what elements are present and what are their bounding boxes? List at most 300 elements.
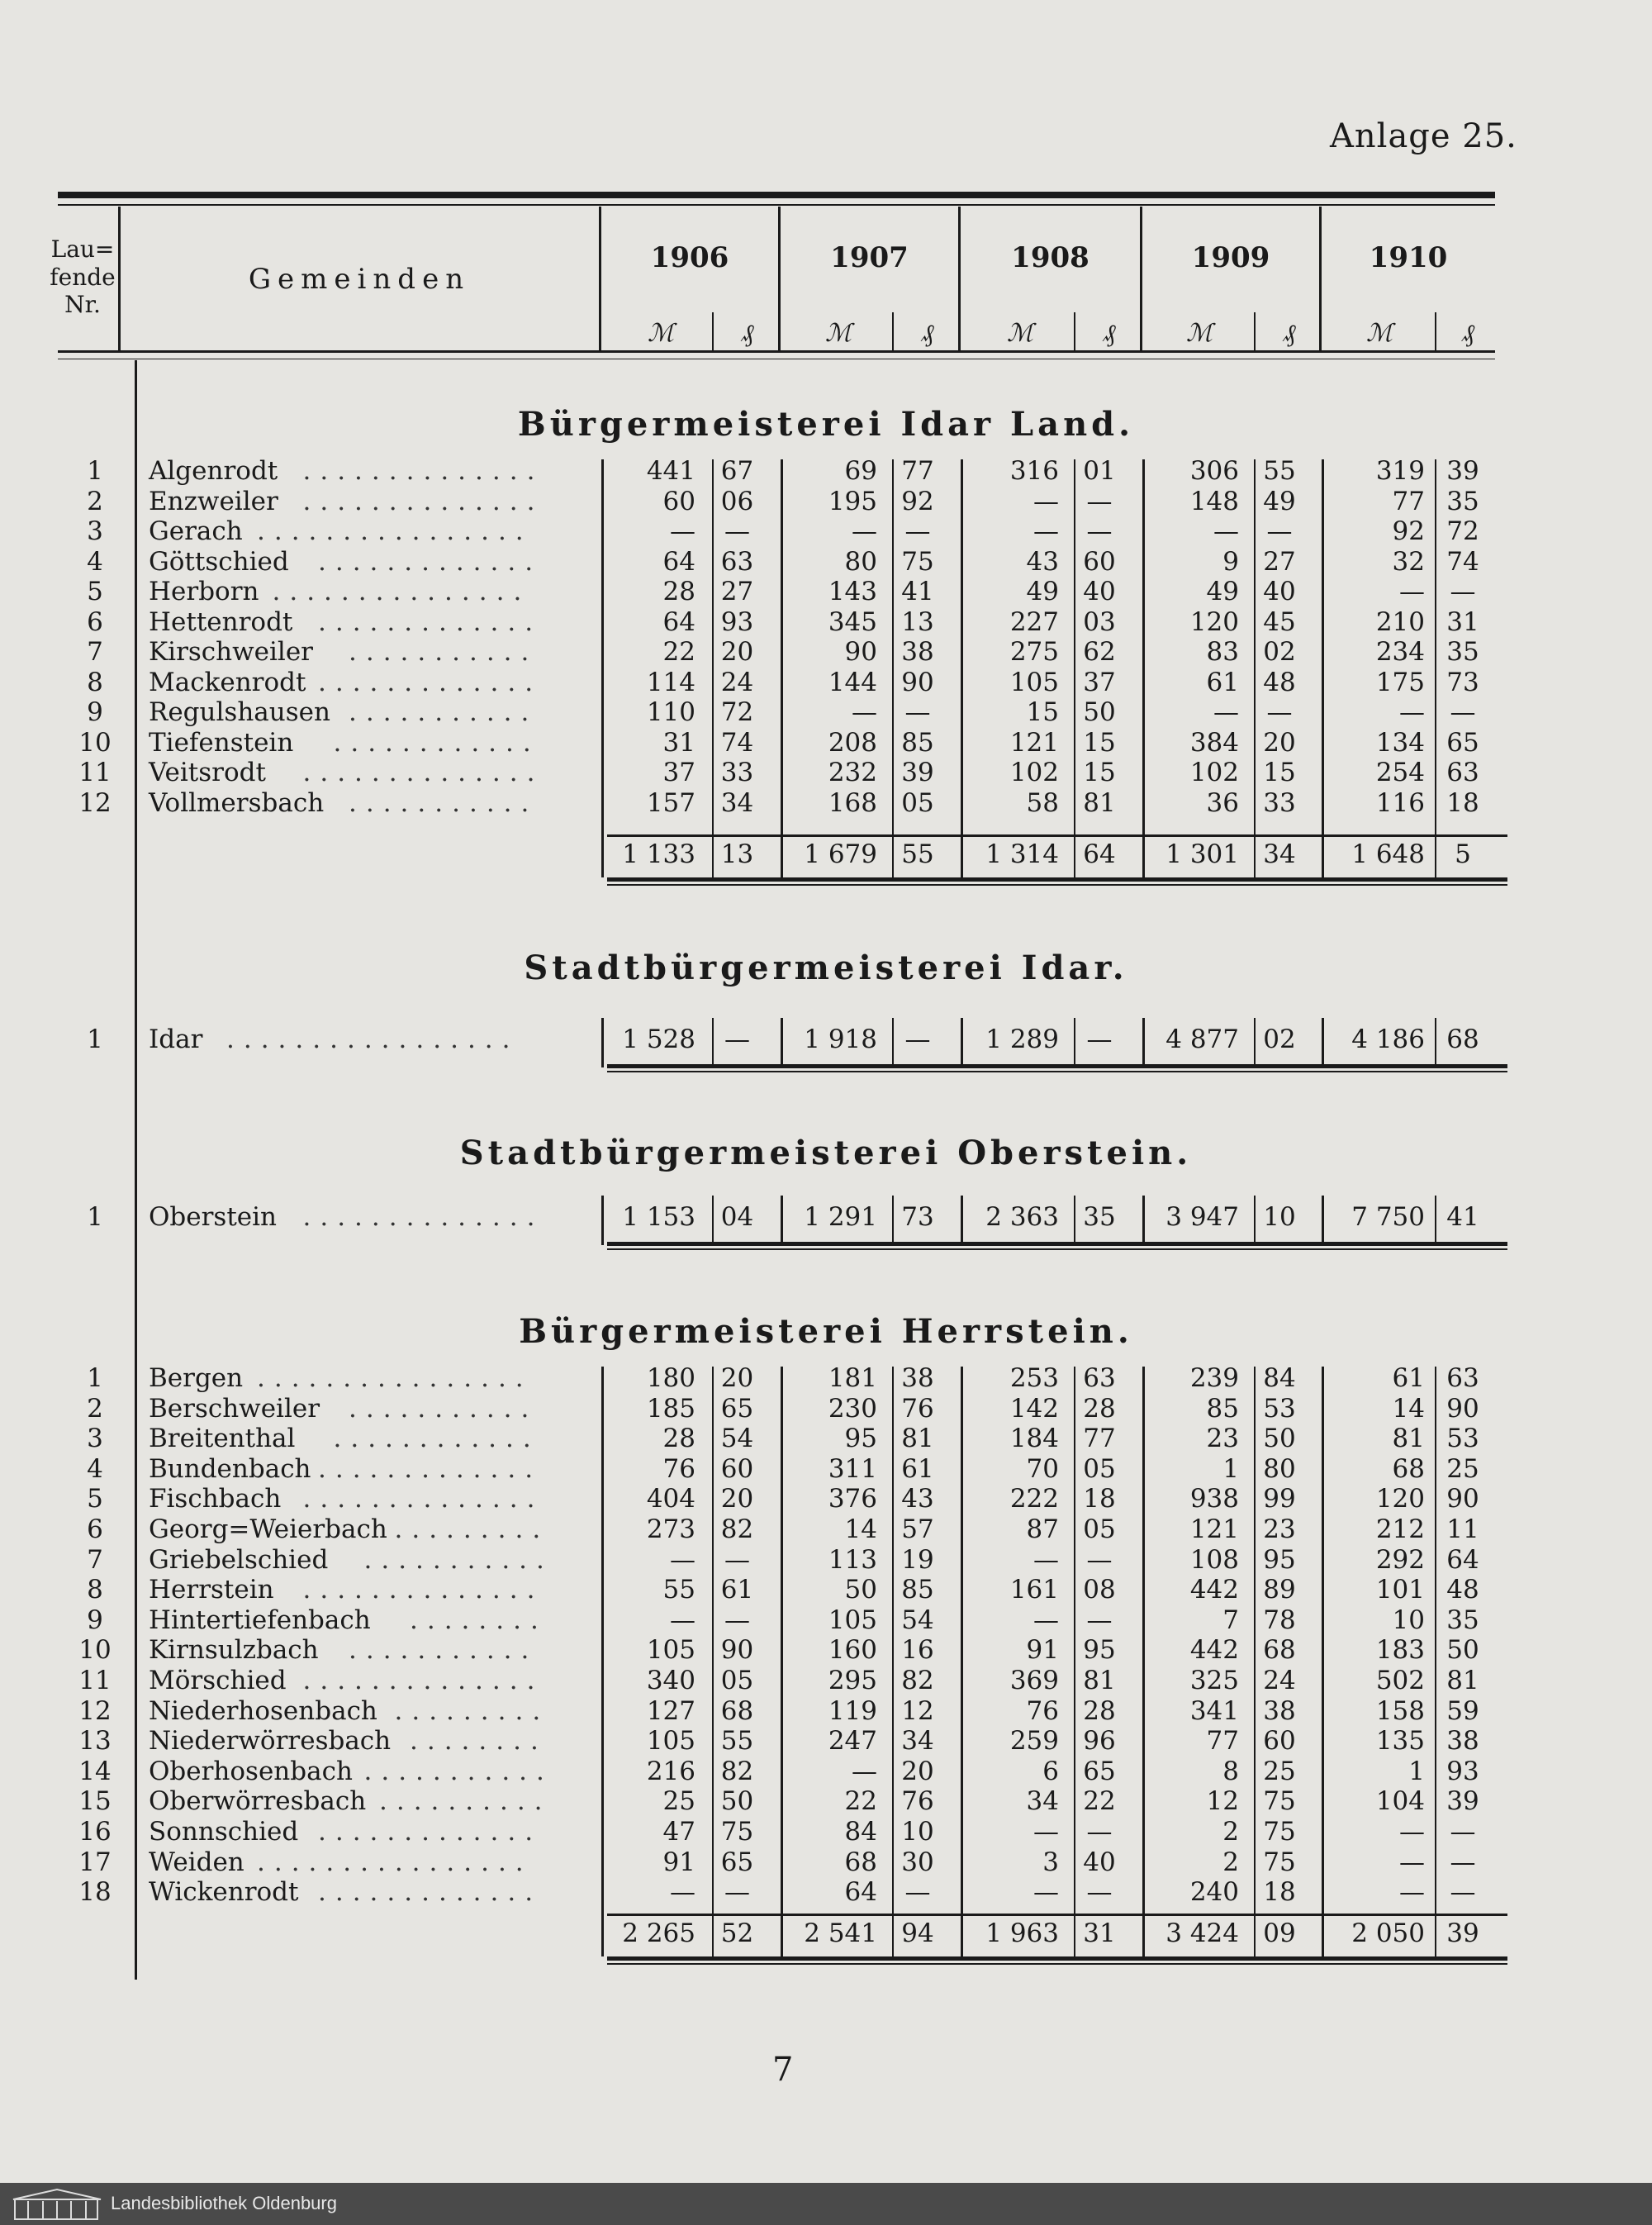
column-divider [1435,1367,1436,1956]
municipality-name: Sonnschied [149,1817,299,1847]
mark-value: 49 [1026,577,1059,606]
dot-leader: ........... [349,1394,539,1424]
pfennig-value: 89 [1263,1575,1296,1605]
pfennig-value: 35 [1083,1202,1116,1232]
mark-value: — [1399,1817,1425,1847]
pfennig-value: — [904,516,931,546]
municipality-name: Hintertiefenbach [149,1605,371,1635]
pfennig-value: — [904,697,931,727]
pfennig-value: 11 [1446,1514,1479,1544]
total-pfennig: 31 [1083,1918,1116,1948]
pfennig-value: — [724,516,750,546]
mark-value: 92 [1392,516,1425,546]
dot-leader: ......... [394,1514,550,1544]
mark-value: 442 [1189,1575,1239,1605]
pfennig-value: 41 [901,577,934,606]
municipality-name: Gerach [149,516,243,546]
mark-value: 404 [646,1484,695,1514]
mark-value: 340 [646,1666,695,1695]
dot-leader: .............. [302,1666,544,1695]
mark-value: — [1033,1545,1059,1575]
mark-value: 160 [828,1635,877,1665]
year-header: 1910 [1369,241,1448,274]
mark-value: 180 [646,1363,695,1393]
pfennig-value: 33 [1263,788,1296,818]
municipality-name: Algenrodt [149,456,278,486]
pfennig-value: 73 [1446,668,1479,697]
pfennig-value: 37 [1083,668,1116,697]
unit-pfennig: ₰ [921,319,934,348]
table-row [0,547,1652,577]
mark-value: — [1399,1877,1425,1907]
table-row [0,637,1652,667]
mark-value: 185 [646,1394,695,1424]
mark-value: 47 [662,1817,695,1847]
single-row [0,1016,1652,1063]
mark-value: 7 750 [1351,1202,1425,1232]
mark-value: 442 [1189,1635,1239,1665]
pfennig-value: 72 [720,697,754,727]
table-row [0,758,1652,787]
pfennig-value: — [1086,516,1113,546]
table-row [0,1757,1652,1786]
cell-border [781,1018,783,1067]
cell-border [1322,1018,1324,1067]
total-pfennig: 94 [901,1918,934,1948]
pfennig-value: 38 [1263,1696,1296,1726]
cell-border [1142,1196,1145,1245]
mark-value: 325 [1189,1666,1239,1695]
pfennig-value: 10 [901,1817,934,1847]
pfennig-value: 77 [901,456,934,486]
pfennig-value: 81 [1446,1666,1479,1695]
total-mark: 1 648 [1351,839,1425,869]
mark-value: 208 [828,728,877,758]
dot-leader: ............. [318,547,543,577]
pfennig-value: 01 [1083,456,1116,486]
page-number: 7 [772,2051,794,2089]
table-row [0,1635,1652,1665]
mark-value: 83 [1206,637,1239,667]
pfennig-value: 68 [1263,1635,1296,1665]
pfennig-value: 35 [1446,1605,1479,1635]
pfennig-value: 38 [1446,1726,1479,1756]
unit-mark: ℳ [1185,319,1213,348]
mark-value: 23 [1206,1424,1239,1453]
dot-leader: .............. [302,1202,544,1232]
mark-value: 345 [828,607,877,637]
library-building-logo [12,2188,102,2221]
mark-value: 104 [1375,1786,1425,1816]
cell-border [1074,1018,1075,1067]
mark-value: — [1033,487,1059,516]
mark-value: 234 [1375,637,1425,667]
pfennig-value: 05 [720,1666,754,1695]
pfennig-value: 64 [1446,1545,1479,1575]
appendix-label: Anlage 25. [1330,117,1517,155]
cell-border [1254,1196,1256,1245]
pfennig-value: 82 [720,1757,754,1786]
mark-value: 384 [1189,728,1239,758]
mark-value: 37 [662,758,695,787]
mark-value: 87 [1026,1514,1059,1544]
row-number: 1 [87,1202,103,1232]
pfennig-value: 41 [1446,1202,1479,1232]
dot-leader: ......... [394,1696,550,1726]
dot-leader: ........ [410,1726,548,1756]
pfennig-value: 75 [1263,1847,1296,1877]
pfennig-value: 28 [1083,1696,1116,1726]
dot-leader: ........... [349,637,539,667]
municipality-name: Idar [149,1025,203,1054]
cell-border [1435,1196,1436,1245]
pfennig-value: 63 [720,547,754,577]
mark-value: 1 153 [622,1202,695,1232]
pfennig-value: 75 [901,547,934,577]
pfennig-value: 68 [1446,1025,1479,1054]
column-divider [1435,459,1436,877]
row-underline-thin [607,1071,1507,1072]
mark-value: 157 [646,788,695,818]
row-number: 2 [87,487,103,516]
pfennig-value: 68 [720,1696,754,1726]
mark-value: 144 [828,668,877,697]
dot-leader: ........... [349,1635,539,1665]
mark-value: 70 [1026,1454,1059,1484]
dot-leader: ........ [410,1605,548,1635]
pfennig-value: — [1450,697,1476,727]
municipality-name: Hettenrodt [149,607,293,637]
column-divider [1254,1367,1256,1956]
mark-value: 502 [1375,1666,1425,1695]
pfennig-value: 38 [901,1363,934,1393]
pfennig-value: 25 [1446,1454,1479,1484]
pfennig-value: — [1086,1817,1113,1847]
pfennig-value: 95 [1263,1545,1296,1575]
pfennig-value: 74 [1446,547,1479,577]
mark-value: 61 [1392,1363,1425,1393]
mark-value: 295 [828,1666,877,1695]
total-underline-thin [607,1963,1507,1965]
mark-value: 161 [1009,1575,1059,1605]
pfennig-value: 54 [720,1424,754,1453]
mark-value: 108 [1189,1545,1239,1575]
mark-value: 68 [1392,1454,1425,1484]
municipality-name: Mörschied [149,1666,287,1695]
mark-value: — [1213,697,1239,727]
table-row [0,1847,1652,1877]
pfennig-value: 75 [1263,1817,1296,1847]
dot-leader: ............. [318,668,543,697]
row-number: 3 [87,516,103,546]
total-mark: 3 424 [1165,1918,1239,1948]
total-mark: 1 963 [985,1918,1059,1948]
pfennig-value: 39 [1446,456,1479,486]
municipality-name: Göttschied [149,547,289,577]
pfennig-value: — [1450,1847,1476,1877]
table-row [0,1394,1652,1424]
dot-leader: ............ [333,1424,540,1453]
pfennig-value: 78 [1263,1605,1296,1635]
pfennig-value: 60 [1083,547,1116,577]
total-mark: 2 265 [622,1918,695,1948]
pfennig-value: — [1450,577,1476,606]
cell-border [1074,1196,1075,1245]
pfennig-value: 65 [720,1847,754,1877]
pfennig-value: 85 [901,1575,934,1605]
total-mark: 1 679 [804,839,877,869]
pfennig-value: 73 [901,1202,934,1232]
mark-value: 1 [1222,1454,1239,1484]
pfennig-value: 34 [901,1726,934,1756]
mark-value: 102 [1009,758,1059,787]
mark-value: 28 [662,1424,695,1453]
pfennig-value: 12 [901,1696,934,1726]
row-number: 1 [87,1025,103,1054]
header-bottom-rule [58,350,1495,353]
cell-border [712,1018,714,1067]
pfennig-value: 40 [1083,1847,1116,1877]
row-underline-thick [607,1064,1507,1068]
mark-value: 12 [1206,1786,1239,1816]
pfennig-value: — [904,1025,931,1054]
table-row [0,487,1652,516]
mark-value: 105 [1009,668,1059,697]
municipality-name: Oberhosenbach [149,1757,353,1786]
pfennig-value: 95 [1083,1635,1116,1665]
table-row [0,516,1652,546]
cell-border [892,1196,894,1245]
row-number: 12 [78,1696,112,1726]
pfennig-value: 60 [720,1454,754,1484]
header-divider [599,207,601,350]
pfennig-value: 84 [1263,1363,1296,1393]
column-divider [601,459,604,877]
mark-value: 148 [1189,487,1239,516]
mark-value: 239 [1189,1363,1239,1393]
row-number: 9 [87,697,103,727]
row-number: 5 [87,577,103,606]
pfennig-value: 54 [901,1605,934,1635]
table-row [0,788,1652,818]
pfennig-value: 93 [1446,1757,1479,1786]
header-divider [958,207,961,350]
section-title: Bürgermeisterei Herrstein. [519,1312,1133,1351]
row-number: 3 [87,1424,103,1453]
pfennig-value: 34 [720,788,754,818]
pfennig-value: 31 [1446,607,1479,637]
total-pfennig: 13 [720,839,754,869]
row-number: 12 [78,788,112,818]
section-title: Bürgermeisterei Idar Land. [517,405,1135,444]
pfennig-value: 65 [1446,728,1479,758]
dot-leader: ............. [318,607,543,637]
mark-value: 68 [844,1847,877,1877]
pfennig-value: 76 [901,1394,934,1424]
mark-value: — [670,1605,695,1635]
mark-value: 4 877 [1165,1025,1239,1054]
mark-value: 134 [1375,728,1425,758]
pfennig-value: 20 [720,637,754,667]
mark-value: 135 [1375,1726,1425,1756]
mark-value: — [1033,1817,1059,1847]
unit-divider [712,312,714,350]
column-divider [892,459,894,877]
dot-leader: ................ [257,1847,533,1877]
row-number: 11 [78,758,112,787]
pfennig-value: 90 [1446,1394,1479,1424]
pfennig-value: 45 [1263,607,1296,637]
header-divider [1319,207,1322,350]
row-number: 15 [78,1786,112,1816]
year-header: 1906 [650,241,729,274]
municipality-name: Kirnsulzbach [149,1635,319,1665]
pfennig-value: 80 [1263,1454,1296,1484]
mark-value: 64 [662,547,695,577]
pfennig-value: 22 [1083,1786,1116,1816]
unit-pfennig: ₰ [1283,319,1296,348]
dot-leader: ............ [333,728,540,758]
pfennig-value: 05 [1083,1514,1116,1544]
mark-value: 158 [1375,1696,1425,1726]
mark-value: 441 [646,456,695,486]
dot-leader: ................ [257,516,533,546]
mark-value: — [852,1757,877,1786]
dot-leader: ................. [226,1025,520,1054]
row-number: 5 [87,1484,103,1514]
dot-leader: .............. [302,456,544,486]
pfennig-value: 85 [901,728,934,758]
mark-value: 3 947 [1165,1202,1239,1232]
total-row [0,836,1652,872]
mark-value: 110 [646,697,695,727]
header-line: Nr. [64,291,101,319]
row-number: 17 [78,1847,112,1877]
pfennig-value: 19 [901,1545,934,1575]
pfennig-value: 50 [1446,1635,1479,1665]
mark-value: — [1033,516,1059,546]
municipality-name: Bergen [149,1363,244,1393]
row-number: 10 [78,1635,112,1665]
pfennig-value: 27 [1263,547,1296,577]
total-mark: 1 133 [622,839,695,869]
mark-value: 175 [1375,668,1425,697]
municipality-name: Weiden [149,1847,244,1877]
pfennig-value: — [1266,697,1293,727]
pfennig-value: 35 [1446,637,1479,667]
pfennig-value: 60 [1263,1726,1296,1756]
pfennig-value: — [1450,1817,1476,1847]
total-mark: 1 301 [1165,839,1239,869]
mark-value: 90 [844,637,877,667]
pfennig-value: 75 [1263,1786,1296,1816]
mark-value: — [1033,1605,1059,1635]
mark-value: 64 [662,607,695,637]
municipality-name: Veitsrodt [149,758,266,787]
mark-value: 1 291 [804,1202,877,1232]
mark-value: 121 [1189,1514,1239,1544]
pfennig-value: 77 [1083,1424,1116,1453]
pfennig-value: — [724,1545,750,1575]
mark-value: 3 [1042,1847,1059,1877]
cell-border [601,1196,604,1245]
mark-value: 31 [662,728,695,758]
dot-leader: ............. [318,1817,543,1847]
pfennig-value: 43 [901,1484,934,1514]
table-row [0,728,1652,758]
mark-value: 142 [1009,1394,1059,1424]
mark-value: 240 [1189,1877,1239,1907]
mark-value: — [670,1545,695,1575]
pfennig-value: 35 [1446,487,1479,516]
municipality-name: Niederhosenbach [149,1696,377,1726]
mark-value: 50 [844,1575,877,1605]
pfennig-value: 39 [1446,1786,1479,1816]
single-row [0,1194,1652,1240]
mark-value: 105 [646,1635,695,1665]
table-row [0,1696,1652,1726]
cell-border [1142,1018,1145,1067]
library-name: Landesbibliothek Oldenburg [111,2193,337,2213]
mark-value: 168 [828,788,877,818]
mark-value: 76 [662,1454,695,1484]
mark-value: 212 [1375,1514,1425,1544]
mark-value: 253 [1009,1363,1059,1393]
pfennig-value: 96 [1083,1726,1116,1756]
unit-mark: ℳ [824,319,852,348]
dot-leader: ............. [318,1454,543,1484]
municipality-name: Kirschweiler [149,637,314,667]
municipality-name: Oberwörresbach [149,1786,367,1816]
pfennig-value: 57 [901,1514,934,1544]
header-line: Lau= [50,235,115,263]
pfennig-value: 63 [1446,1363,1479,1393]
mark-value: 116 [1375,788,1425,818]
municipality-name: Oberstein [149,1202,278,1232]
cell-border [712,1196,714,1245]
library-footer-bar [0,2183,1652,2225]
mark-value: 7 [1222,1605,1239,1635]
table-row [0,697,1652,727]
pfennig-value: 25 [1263,1757,1296,1786]
column-header-number [50,235,116,319]
mark-value: 22 [844,1786,877,1816]
row-number: 8 [87,668,103,697]
row-number: 11 [78,1666,112,1695]
pfennig-value: 65 [1083,1757,1116,1786]
dot-leader: ........... [349,697,539,727]
table-row [0,607,1652,637]
total-pfennig: 52 [720,1918,754,1948]
column-divider [1142,1367,1145,1956]
row-number: 4 [87,1454,103,1484]
pfennig-value: 93 [720,607,754,637]
pfennig-value: 02 [1263,1025,1296,1054]
pfennig-value: 23 [1263,1514,1296,1544]
mark-value: 222 [1009,1484,1059,1514]
row-number: 16 [78,1817,112,1847]
municipality-name: Mackenrodt [149,668,306,697]
mark-value: — [1399,697,1425,727]
mark-value: 91 [662,1847,695,1877]
table-row [0,1424,1652,1453]
pfennig-value: 75 [720,1817,754,1847]
mark-value: 34 [1026,1786,1059,1816]
row-number: 6 [87,1514,103,1544]
unit-pfennig: ₰ [1462,319,1474,348]
pfennig-value: 24 [1263,1666,1296,1695]
row-number: 18 [78,1877,112,1907]
